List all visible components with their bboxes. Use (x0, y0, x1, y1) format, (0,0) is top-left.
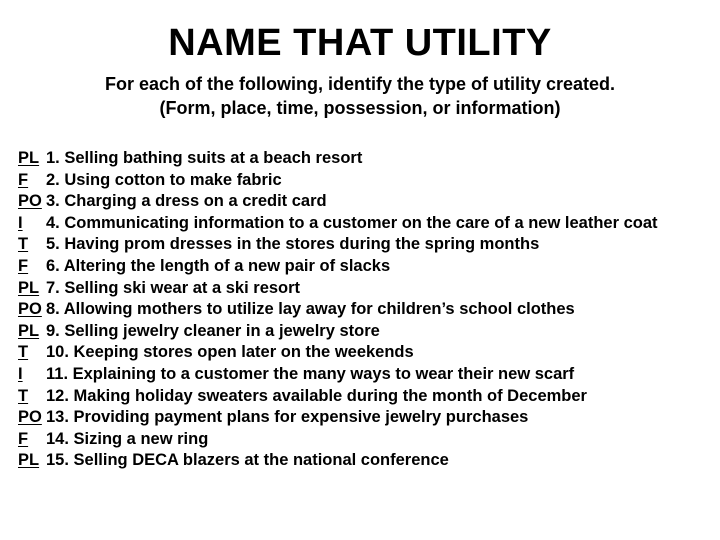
answer-label: PL (18, 321, 40, 340)
list-item (18, 450, 718, 472)
answer-label: I (18, 213, 23, 232)
answer-label: F (18, 256, 29, 275)
list-item (18, 386, 718, 408)
question-text: 15. Selling DECA blazers at the national conference (46, 451, 449, 470)
utility-question-list (18, 148, 718, 472)
instructions (0, 72, 720, 120)
question-text: 9. Selling jewelry cleaner in a jewelry store (46, 321, 380, 340)
question-text: 11. Explaining to a customer the many ways to wear their new scarf (46, 364, 575, 383)
question-text: 10. Keeping stores open later on the weekends (46, 343, 414, 362)
instructions-line-1: For each of the following, identify the type of utility created. (104, 74, 616, 94)
answer-label: PL (18, 451, 40, 470)
list-item (18, 170, 718, 192)
question-text: 2. Using cotton to make fabric (46, 170, 282, 189)
question-text: 14. Sizing a new ring (46, 429, 209, 448)
list-item (18, 299, 718, 321)
question-text: 6. Altering the length of a new pair of slacks (46, 256, 391, 275)
list-item (18, 234, 718, 256)
answer-label: PO (18, 192, 42, 211)
instructions-line-2: (Form, place, time, possession, or information) (159, 98, 561, 118)
list-item (18, 342, 718, 364)
list-item (18, 191, 718, 213)
answer-label: T (18, 343, 29, 362)
answer-label: F (18, 429, 29, 448)
list-item (18, 256, 718, 278)
list-item (18, 278, 718, 300)
list-item (18, 364, 718, 386)
question-text: 3. Charging a dress on a credit card (46, 192, 327, 211)
list-item (18, 429, 718, 451)
question-text: 13. Providing payment plans for expensive jewelry purchases (46, 408, 529, 427)
answer-label: T (18, 386, 29, 405)
answer-label: PL (18, 149, 40, 167)
answer-label: PO (18, 408, 42, 427)
question-text: 1. Selling bathing suits at a beach resort (46, 149, 363, 167)
question-text: 7. Selling ski wear at a ski resort (46, 278, 301, 297)
answer-label: F (18, 170, 29, 189)
question-text: 12. Making holiday sweaters available during the month of December (46, 386, 587, 405)
list-item (18, 407, 718, 429)
list-item (18, 213, 718, 235)
answer-label: I (18, 364, 23, 383)
question-text: 4. Communicating information to a customer on the care of a new leather coat (46, 213, 658, 232)
page-title: NAME THAT UTILITY (168, 22, 552, 64)
answer-label: T (18, 235, 29, 254)
answer-label: PO (18, 300, 42, 319)
answer-label: PL (18, 278, 40, 297)
question-text: 8. Allowing mothers to utilize lay away for children’s school clothes (46, 300, 575, 319)
list-item (18, 321, 718, 343)
list-item (18, 148, 718, 170)
question-text: 5. Having prom dresses in the stores during the spring months (46, 235, 540, 254)
